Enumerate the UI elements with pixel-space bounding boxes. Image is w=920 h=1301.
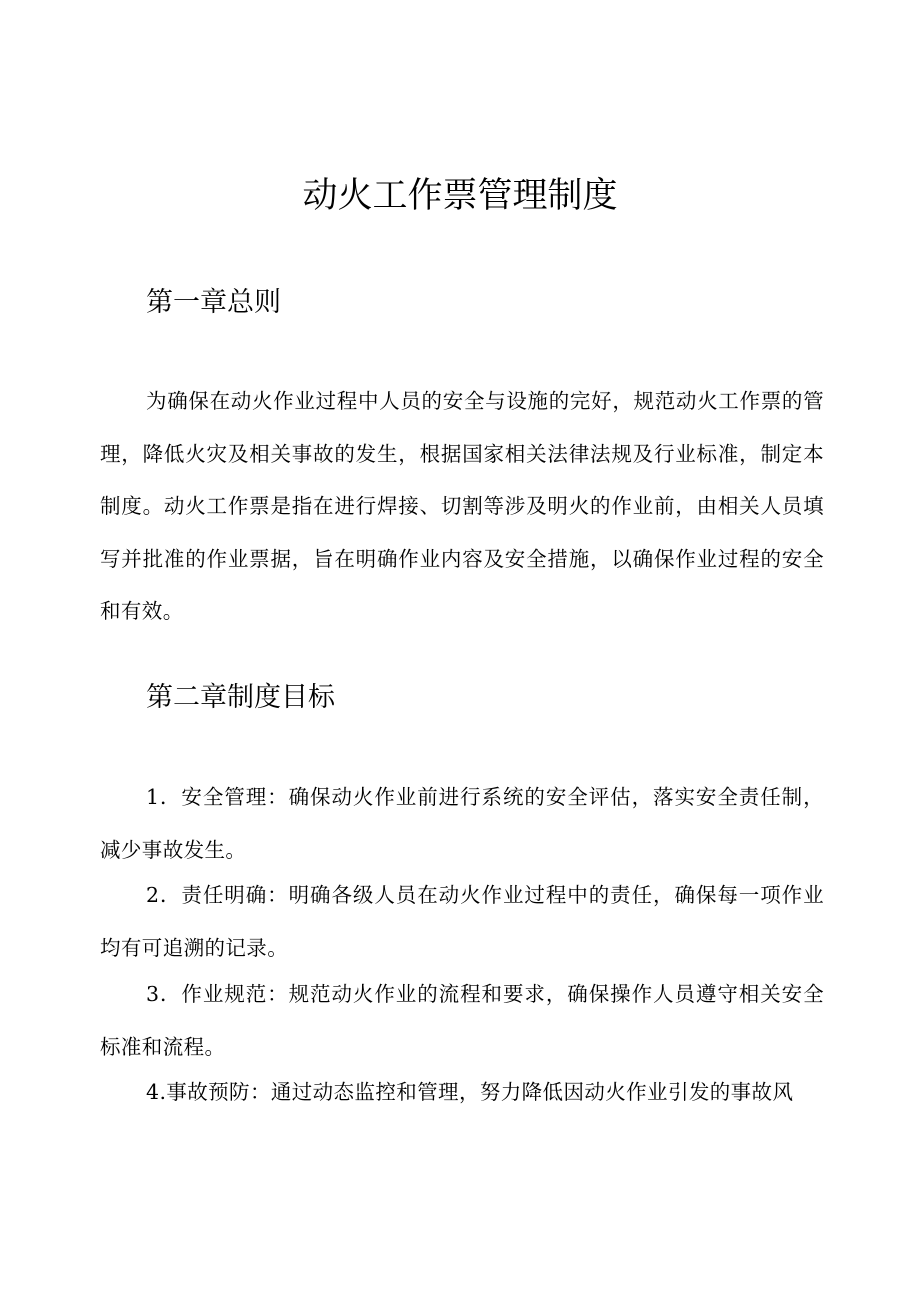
goal-item-2-text: 责任明确：明确各级人员在动火作业过程中的责任，确保每一项作业均有可追溯的记录。 <box>100 883 825 960</box>
goal-item-4-number: 4. <box>146 1080 167 1104</box>
goal-item-1-text: 安全管理：确保动火作业前进行系统的安全评估，落实安全责任制，减少事故发生。 <box>100 785 825 862</box>
chapter-1-paragraph: 为确保在动火作业过程中人员的安全与设施的完好，规范动火工作票的管理，降低火灾及相关事故的发生，根据国家相关法律法规及行业标准，制定本制度。动火工作票是指在进行焊接、切割等涉及明火的作业前，由相关人员填写并批准的作业票据，旨在明确作业内容及安全措施，以确保作业过程的安全和有效。 <box>100 389 824 623</box>
goal-item-3-text: 作业规范：规范动火作业的流程和要求，确保操作人员遵守相关安全标准和流程。 <box>100 982 825 1059</box>
goal-item-2-number: 2． <box>146 883 182 907</box>
goal-item-3-number: 3． <box>146 982 182 1006</box>
chapter-2-heading: 第二章制度目标 <box>146 682 335 713</box>
goal-item-1 <box>100 771 824 876</box>
chapter-1-heading: 第一章总则 <box>146 287 281 318</box>
goal-item-4-text: 事故预防：通过动态监控和管理，努力降低因动火作业引发的事故风 <box>166 1080 794 1104</box>
goal-item-1-number: 1． <box>146 785 182 809</box>
document-title: 动火工作票管理制度 <box>302 176 618 216</box>
goal-item-2 <box>100 869 824 974</box>
goal-item-3 <box>100 968 824 1073</box>
goal-item-4 <box>100 1066 824 1119</box>
